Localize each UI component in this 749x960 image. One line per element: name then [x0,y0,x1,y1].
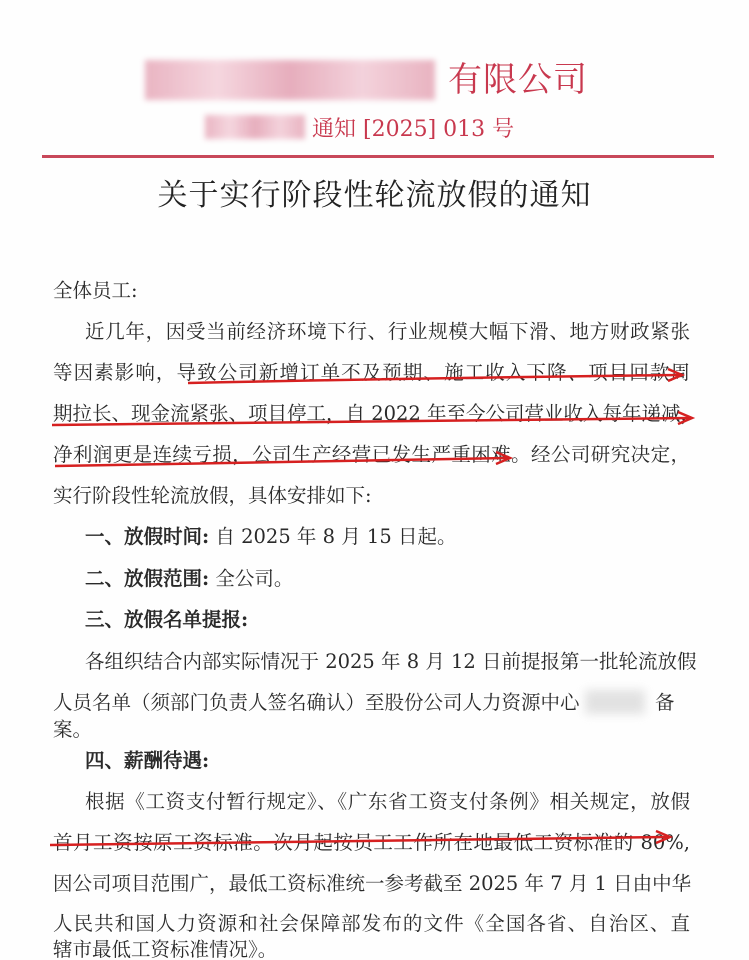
paragraph-line: 根据《工资支付暂行规定》、《广东省工资支付条例》相关规定，放假 [85,790,690,813]
underline-arrow [52,418,690,425]
paragraph-line: 期拉长、现金流紧张、项目停工，自 2022 年至今公司营业收入每年递减， [53,402,701,425]
paragraph-line: 各组织结合内部实际情况于 2025 年 8 月 12 日前提报第一批轮流放假 [85,650,697,673]
underline-arrow [55,458,508,466]
paragraph-line: 备 [655,691,675,714]
paragraph-line: 净利润更是连续亏损，公司生产经营已发生严重困难。经公司研究决定， [53,443,690,466]
company-name: 有限公司 [448,60,588,100]
paragraph-line: 因公司项目范围广，最低工资标准统一参考截至 2025 年 7 月 1 日由中华 [53,872,692,895]
page-title: 关于实行阶段性轮流放假的通知 [157,178,592,213]
section-heading: 三、放假名单提报: [85,608,249,631]
paragraph-line: 人民共和国人力资源和社会保障部发布的文件《全国各省、自治区、直 [53,912,690,935]
paragraph-line: 人员名单（须部门负责人签名确认）至股份公司人力资源中心 [53,691,580,714]
section-text: 自 2025 年 8 月 15 日起。 [209,525,457,548]
salutation: 全体员工: [53,279,138,302]
section-heading: 四、薪酬待遇: [85,749,210,772]
paragraph-line: 实行阶段性轮流放假，具体安排如下: [53,484,372,507]
document-number: 通知 [2025] 013 号 [312,117,515,142]
paragraph-line: 首月工资按原工资标准。次月起按员工工作所在地最低工资标准的 80%, [53,831,690,854]
section-heading: 二、放假范围: [85,567,210,590]
paragraph-line: 案。 [53,718,93,741]
paragraph-line: 等因素影响，导致公司新增订单不及预期、施工收入下降、项目回款周 [53,361,690,384]
section-heading: 一、放假时间: [85,525,210,548]
section-text: 全公司。 [209,567,294,590]
underline-arrow [50,837,668,845]
paragraph-line: 辖市最低工资标准情况》。 [53,938,278,960]
paragraph-line: 近几年，因受当前经济环境下行、行业规模大幅下滑、地方财政紧张 [85,320,690,343]
underline-arrow [188,375,680,383]
